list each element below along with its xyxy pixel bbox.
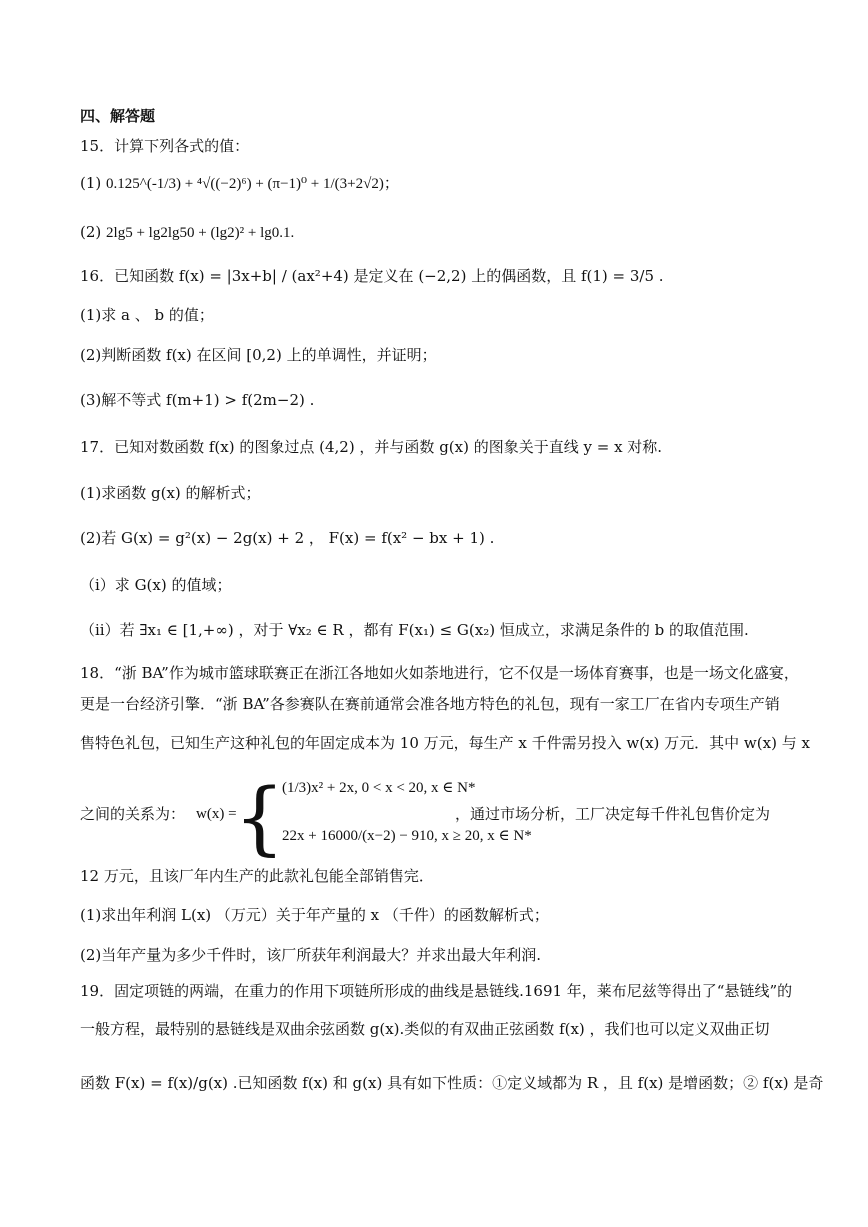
q16-part3: (3)解不等式 f(m+1) > f(2m−2) . [80,391,315,409]
left-brace-icon: { [234,771,285,864]
q17-part2-i: （i）求 G(x) 的值域； [80,576,232,594]
q16-part1: (1)求 a 、 b 的值； [80,306,214,324]
q18-case2: 22x + 16000/(x−2) − 910, x ≥ 20, x ∈ N* [282,828,532,844]
q18-w-lhs: w(x) = [196,806,237,822]
q18-relation-suffix: ，通过市场分析，工厂决定每千件礼包售价定为 [455,805,771,823]
q15-part1 [80,173,399,194]
section-title: 四、解答题 [80,107,156,125]
q15-stem: 15．计算下列各式的值： [80,137,250,155]
q19-line1: 19．固定项链的两端，在重力的作用下项链所形成的曲线是悬链线.1691 年，莱布尼兹等得出了“悬链线”的 [80,982,793,1000]
q19-line3: 函数 F(x) = f(x)/g(x) .已知函数 f(x) 和 g(x) 具有如下性质：①定义域都为 R ，且 f(x) 是增函数；② f(x) 是奇 [80,1074,824,1092]
q15-part2-expr: 2lg5 + lg2lg50 + (lg2)² + lg0.1. [106,225,295,241]
q17-part1: (1)求函数 g(x) 的解析式； [80,484,261,502]
q15-part1-expr: 0.125^(-1/3) + ⁴√((−2)⁶) + (π−1)⁰ + 1/(3+2√2)； [106,176,399,192]
q15-part2-label: (2) [80,223,102,241]
q19-line2: 一般方程，最特别的悬链线是双曲余弦函数 g(x).类似的有双曲正弦函数 f(x) ，我们也可以定义双曲正切 [80,1020,770,1038]
q17-part2: (2)若 G(x) = g²(x) − 2g(x) + 2 ， F(x) = f(x² − bx + 1) . [80,529,495,547]
q18-part1: (1)求出年利润 L(x) （万元）关于年产量的 x （千件）的函数解析式； [80,906,549,924]
q18-line1: 18．“浙 BA”作为城市篮球联赛正在浙江各地如火如荼地进行，它不仅是一场体育赛事，也是一场文化盛宴， [80,664,799,682]
q15-part1-label: (1) [80,174,102,192]
q18-line5: 12 万元，且该厂年内生产的此款礼包能全部销售完． [80,867,434,885]
q16-stem: 16．已知函数 f(x) = |3x+b| / (ax²+4) 是定义在 (−2,2) 上的偶函数，且 f(1) = 3/5 . [80,267,664,285]
q16-part2: (2)判断函数 f(x) 在区间 [0,2) 上的单调性，并证明； [80,346,437,364]
q18-part2: (2)当年产量为多少千件时，该厂所获年利润最大？并求出最大年利润. [80,946,542,964]
q18-line2: 更是一台经济引擎．“浙 BA”各参赛队在赛前通常会准各地方特色的礼包，现有一家工厂在省内专项生产销 [80,695,780,713]
q18-case1: (1/3)x² + 2x, 0 < x < 20, x ∈ N* [282,780,476,796]
q18-relation-prefix: 之间的关系为： [80,805,186,823]
q15-part2 [80,222,294,243]
q18-line3: 售特色礼包，已知生产这种礼包的年固定成本为 10 万元，每生产 x 千件需另投入 w(x) 万元．其中 w(x) 与 x [80,734,810,752]
q17-part2-ii: （ii）若 ∃x₁ ∈ [1,+∞) ，对于 ∀x₂ ∈ R ，都有 F(x₁) ≤ G(x₂) 恒成立，求满足条件的 b 的取值范围. [80,621,749,639]
q18-piecewise [234,771,532,864]
q17-stem: 17．已知对数函数 f(x) 的图象过点 (4,2) ，并与函数 g(x) 的图象关于直线 y = x 对称. [80,438,663,456]
